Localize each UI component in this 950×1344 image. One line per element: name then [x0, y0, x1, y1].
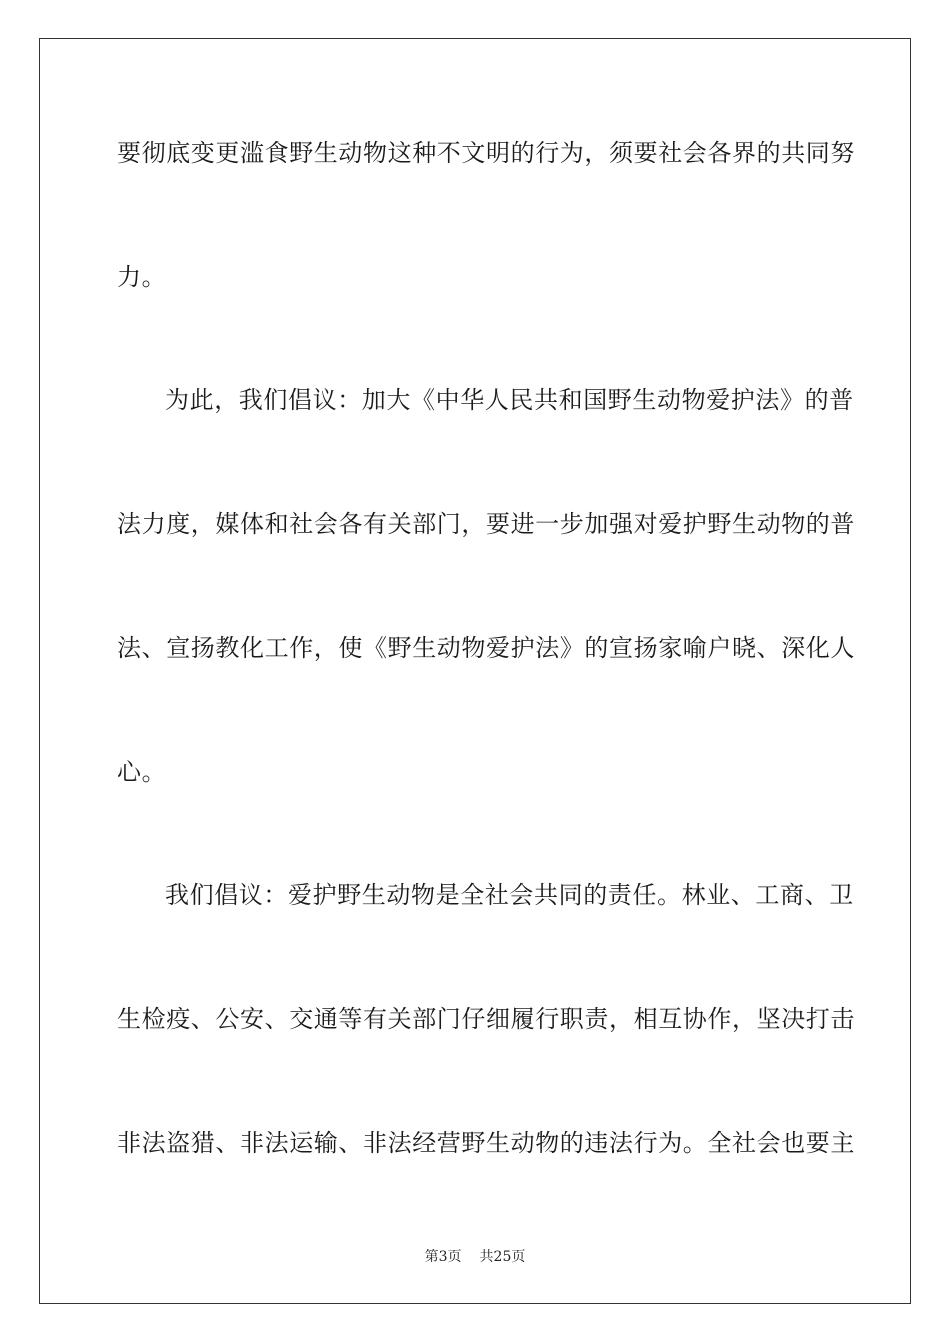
page-total: 共25页	[479, 1249, 526, 1265]
text-line: 力。	[117, 263, 167, 291]
text-line: 非法盗猎、非法运输、非法经营野生动物的违法行为。全社会也要主	[117, 1129, 855, 1157]
text-line: 法力度，媒体和社会各有关部门，要进一步加强对爱护野生动物的普	[117, 510, 855, 538]
page-footer	[0, 1248, 950, 1266]
text-line: 我们倡议：爱护野生动物是全社会共同的责任。林业、工商、卫	[165, 881, 854, 909]
text-line: 生检疫、公安、交通等有关部门仔细履行职责，相互协作，坚决打击	[117, 1005, 855, 1033]
page-border	[39, 38, 911, 1304]
text-line: 要彻底变更滥食野生动物这种不文明的行为，须要社会各界的共同努	[117, 139, 855, 167]
text-line: 为此，我们倡议：加大《中华人民共和国野生动物爱护法》的普	[165, 386, 854, 414]
page-number: 第3页	[424, 1249, 462, 1265]
text-line: 心。	[117, 758, 167, 786]
text-line: 法、宣扬教化工作，使《野生动物爱护法》的宣扬家喻户晓、深化人	[117, 634, 855, 662]
